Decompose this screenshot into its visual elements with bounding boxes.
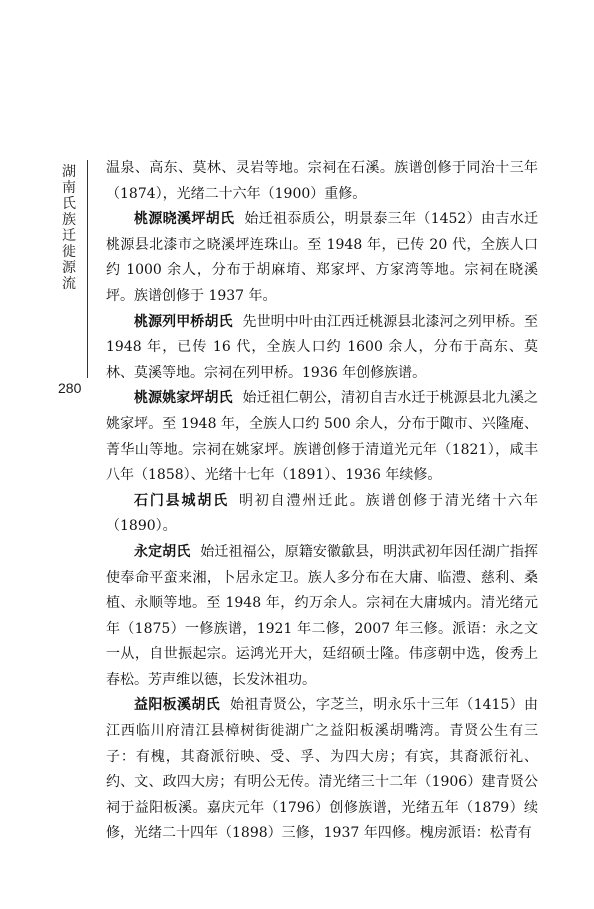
entry-paragraph [106,540,538,694]
page-body [106,156,538,847]
entry-paragraph [106,310,538,387]
running-title-char: 徙 [62,244,76,260]
entry-paragraph [106,693,538,847]
clan-heading: 桃源姚家坪胡氏 [134,390,233,407]
entry-text: 始迁祖仁朝公，清初自吉水迁于桃源县北九溪之姚家坪。至 1948 年，全族人口约 500 余人，分布于陬市、兴隆庵、菁华山等地。宗祠在姚家坪。族谱创修于清道光元年（1821），咸丰八年（1858）、光绪十七年（1891）、1936 年续修。 [106,390,539,484]
clan-heading: 石门县城胡氏 [134,492,229,509]
page-number: 280 [58,380,82,396]
clan-heading: 桃源晓溪坪胡氏 [134,211,235,228]
running-title-char: 湖 [62,164,76,180]
entry-paragraph [106,386,538,488]
running-title-char: 迁 [62,228,76,244]
running-title-char: 氏 [62,196,76,212]
entry-text: 温泉、高东、莫林、灵岩等地。宗祠在石溪。族谱创修于同治十三年（1874），光绪二十六年（1900）重修。 [106,160,538,202]
running-title-char: 源 [62,260,76,276]
entry-text: 始迁祖忝质公，明景泰三年（1452）由吉水迁桃源县北漆市之晓溪坪连珠山。至 1948 年，已传 20 代，全族人口约 1000 余人，分布于胡麻堉、郑家坪、方家湾等地。宗祠在晓溪坪。族谱创修于 1937 年。 [106,211,538,304]
entry-text: 始迁祖福公，原籍安徽歙县，明洪武初年因任湖广指挥使奉命平蛮来湘，卜居永定卫。族人多分布在大庸、临澧、慈利、桑植、永顺等地。至 1948 年，约万余人。宗祠在大庸城内。清光绪元年（1875）一修族谱，1921 年二修，2007 年三修。派语：永之文一从，自世振起宗。运鸿光开大，廷绍硕士隆。伟彦朝中选，俊秀上春松。芳声维以德，长发沐祖功。 [106,543,538,688]
running-title-char: 族 [62,212,76,228]
entry-text: 明初自澧州迁此。族谱创修于清光绪十六年（1890）。 [106,492,538,535]
running-title-char: 流 [62,276,76,292]
clan-heading: 益阳板溪胡氏 [134,697,221,714]
clan-heading: 永定胡氏 [134,543,191,560]
entry-paragraph [106,207,538,309]
running-title-char: 南 [62,180,76,196]
running-title [58,164,80,292]
margin-rule [87,160,88,378]
entry-text: 先世明中叶由江西迁桃源县北漆河之列甲桥。至 1948 年，已传 16 代，全族人口约 1600 余人，分布于高东、莫林、莫溪等地。宗祠在列甲桥。1936 年创修族谱。 [106,313,539,381]
clan-heading: 桃源列甲桥胡氏 [134,313,233,330]
entry-paragraph [106,489,538,540]
entry-paragraph [106,156,538,207]
entry-text: 始祖青贤公，字芝兰，明永乐十三年（1415）由江西临川府清江县樟树街徙湖广之益阳板溪胡嘴湾。青贤公生有三子：有槐，其裔派衍映、受、孚、为四大房；有宾，其裔派衍礼、约、文、政四大房；有明公无传。清光绪三十二年（1906）建青贤公祠于益阳板溪。嘉庆元年（1796）创修族谱，光绪五年（1879）续修，光绪二十四年（1898）三修，1937 年四修。槐房派语：松青有 [106,697,538,842]
